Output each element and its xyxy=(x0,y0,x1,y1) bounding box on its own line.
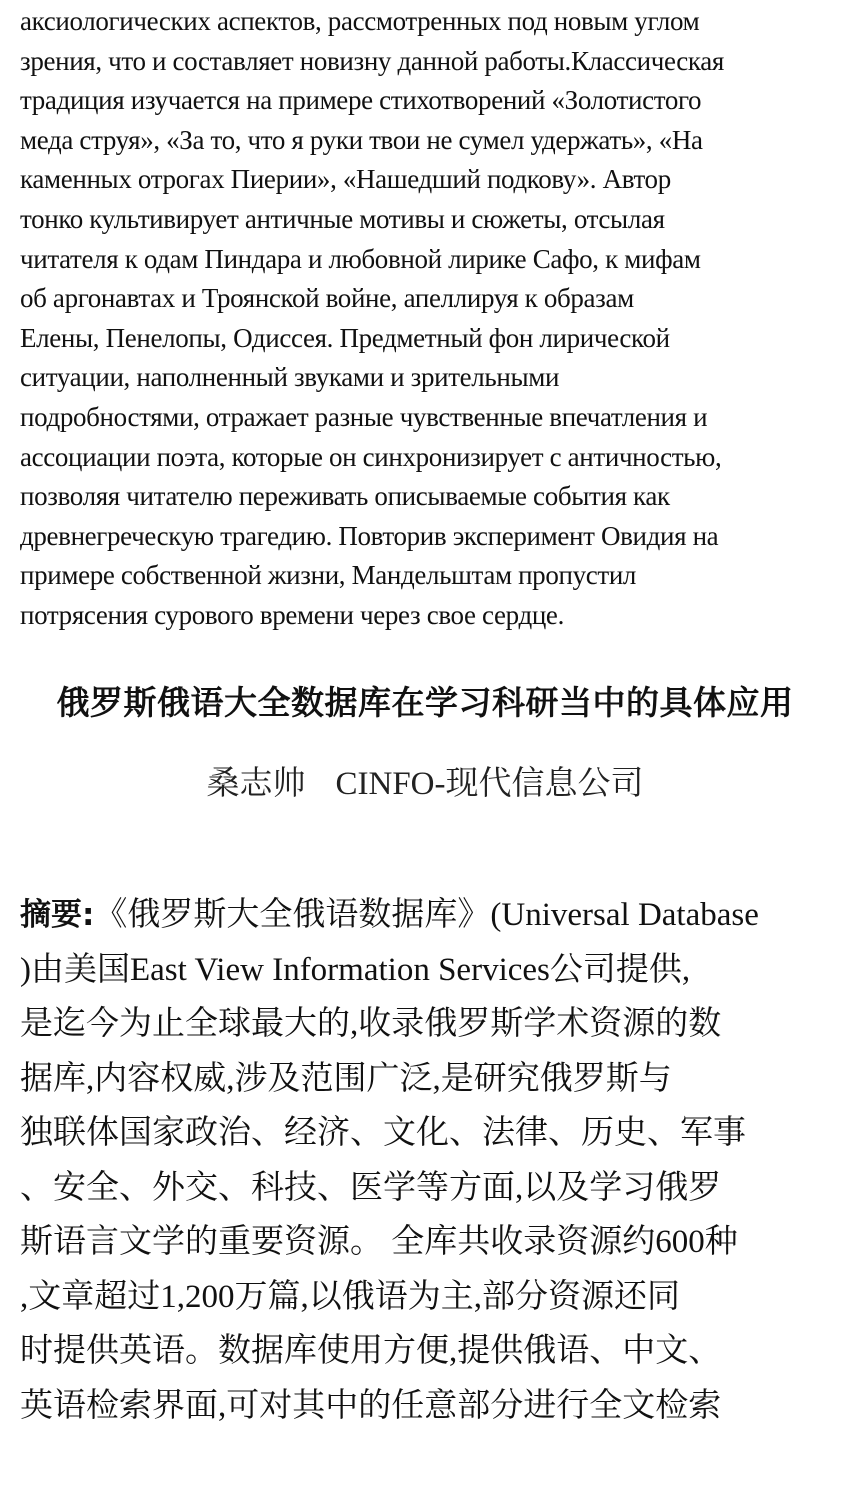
abstract-text: 《俄罗斯大全俄语数据库》(Universal Database )由美国East View Information Services公司提供, 是迄今为止全球最大的,收录俄罗斯学术资源的数 据库,内容权威,涉及范围广泛,是研究俄罗斯与 独联体国家政治、经济、文化、法律、历史、军事 、安全、外交、科技、医学等方面,以及学习俄罗 斯语言文学的重要资源。 全库共收录资源约600种 ,文章超过1,200万篇,以俄语为主,部分资源还同 时提供英语。数据库使用方便,提供俄语、中文、 英语检索界面,可对其中的任意部分进行全文检索 xyxy=(20,897,759,1424)
abstract-paragraph xyxy=(20,888,832,1433)
abstract-label: 摘要: xyxy=(20,897,95,933)
author-line xyxy=(0,762,850,806)
author-name: 桑志帅 xyxy=(206,766,306,802)
russian-body-paragraph: аксиологических аспектов, рассмотренных под новым углом зрения, что и составляет новизну данной работы.Классическая традиция изучается на примере стихотворений «Золотистого меда струя», «За то, что я руки твои не сумел удержать», «На каменных отрогах Пиерии», «Нашедший подкову». Автор тонко культивирует античные мотивы и сюжеты, отсылая читателя к одам Пиндара и любовной лирике Сафо, к мифам об аргонавтах и Троянской войне, апеллируя к образам Елены, Пенелопы, Одиссея. Предметный фон лирической ситуации, наполненный звуками и зрительными подробностями, отражает разные чувственные впечатления и ассоциации поэта, которые он синхронизирует с античностью, позволяя читателю переживать описываемые события как древнегреческую трагедию. Повторив эксперимент Овидия на примере собственной жизни, Мандельштам пропустил потрясения сурового времени через свое сердце. xyxy=(20,6,724,630)
author-organization: CINFO-现代信息公司 xyxy=(335,766,644,802)
article-title: 俄罗斯俄语大全数据库在学习科研当中的具体应用 xyxy=(56,683,794,722)
